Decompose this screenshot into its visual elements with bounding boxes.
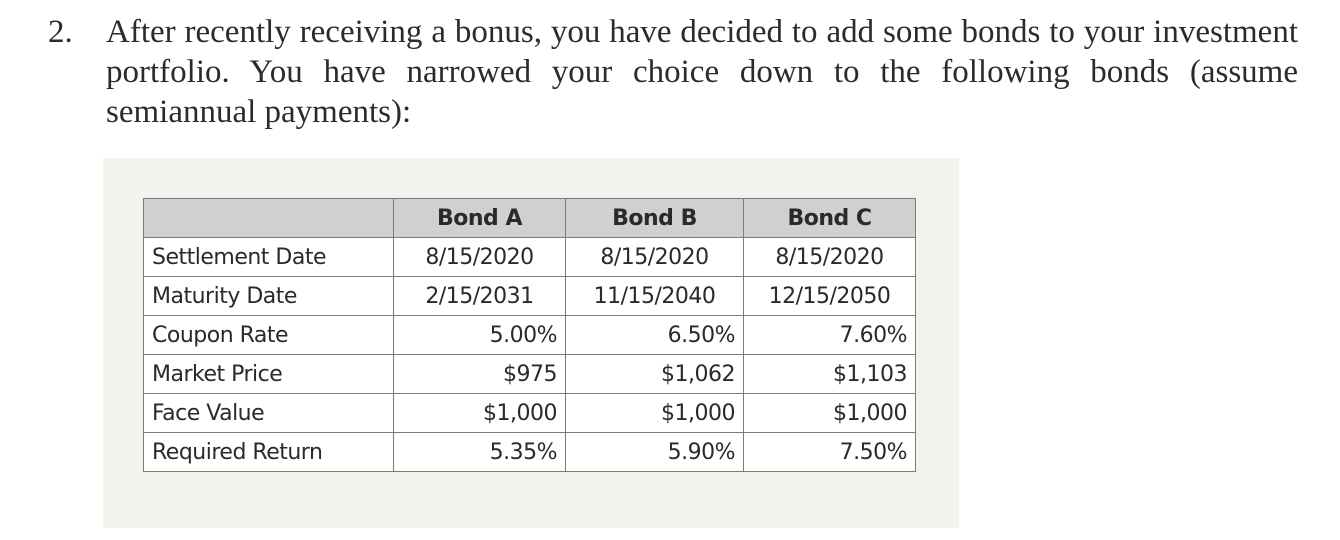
header-bond-b: Bond B [566,199,744,238]
row-label-face-value: Face Value [144,394,394,433]
cell-return-bond-a: 5.35% [394,433,566,472]
bonds-table [143,198,916,472]
cell-coupon-bond-b: 6.50% [566,316,744,355]
table-row [144,238,916,277]
cell-settlement-bond-b: 8/15/2020 [566,238,744,277]
cell-face-bond-c: $1,000 [744,394,916,433]
cell-price-bond-a: $975 [394,355,566,394]
table-panel [103,158,959,528]
cell-return-bond-c: 7.50% [744,433,916,472]
table-row [144,355,916,394]
cell-maturity-bond-a: 2/15/2031 [394,277,566,316]
cell-coupon-bond-c: 7.60% [744,316,916,355]
table-header-row [144,199,916,238]
row-label-maturity-date: Maturity Date [144,277,394,316]
table-row [144,277,916,316]
cell-face-bond-b: $1,000 [566,394,744,433]
cell-face-bond-a: $1,000 [394,394,566,433]
header-corner [144,199,394,238]
row-label-coupon-rate: Coupon Rate [144,316,394,355]
question-text: After recently receiving a bonus, you have decided to add some bonds to your investment portfolio. You have narrowed your choice down to the following bonds (assume semiannual payments): [106,14,1298,130]
cell-price-bond-c: $1,103 [744,355,916,394]
question-block [48,12,1298,132]
cell-price-bond-b: $1,062 [566,355,744,394]
cell-settlement-bond-c: 8/15/2020 [744,238,916,277]
table-row [144,433,916,472]
header-bond-a: Bond A [394,199,566,238]
row-label-settlement-date: Settlement Date [144,238,394,277]
table-row [144,316,916,355]
header-bond-c: Bond C [744,199,916,238]
cell-coupon-bond-a: 5.00% [394,316,566,355]
cell-settlement-bond-a: 8/15/2020 [394,238,566,277]
row-label-market-price: Market Price [144,355,394,394]
cell-maturity-bond-c: 12/15/2050 [744,277,916,316]
row-label-required-return: Required Return [144,433,394,472]
question-number: 2. [48,14,73,50]
cell-maturity-bond-b: 11/15/2040 [566,277,744,316]
table-row [144,394,916,433]
cell-return-bond-b: 5.90% [566,433,744,472]
